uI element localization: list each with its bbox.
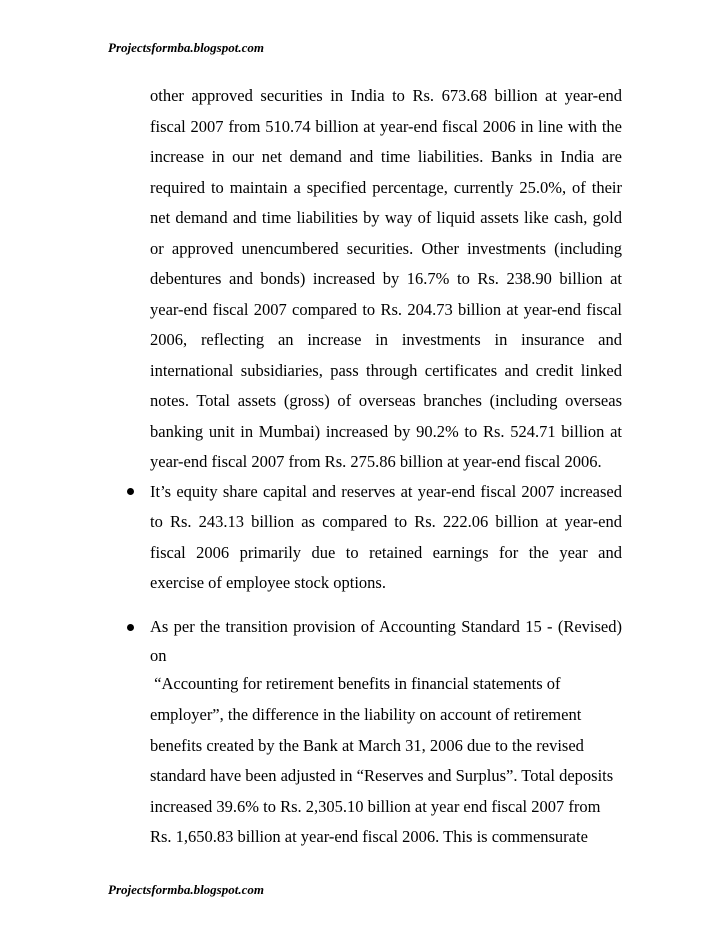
text-line: required to maintain a specified percentage, currently 25.0%, of their: [150, 178, 622, 197]
text-line: banking unit in Mumbai) increased by 90.2% to Rs. 524.71 billion at: [150, 422, 622, 441]
text-line: standard have been adjusted in “Reserves and Surplus”. Total deposits: [150, 766, 614, 785]
text-line: other approved securities in India to Rs. 673.68 billion at year-end: [150, 86, 622, 105]
text-line: notes. Total assets (gross) of overseas branches (including overseas: [150, 391, 622, 410]
bullet-icon: [127, 624, 134, 631]
text-line: fiscal 2007 from 510.74 billion at year-end fiscal 2006 in line with the: [150, 117, 622, 136]
bullet-icon: [127, 488, 134, 495]
text-line: As per the transition provision of Accounting Standard 15 - (Revised): [150, 617, 622, 636]
text-line: It’s equity share capital and reserves at year-end fiscal 2007 increased: [150, 482, 622, 501]
text-line: net demand and time liabilities by way of liquid assets like cash, gold: [150, 208, 622, 227]
page-footer: Projectsformba.blogspot.com: [108, 882, 264, 897]
text-line: Rs. 1,650.83 billion at year-end fiscal 2006. This is commensurate: [150, 827, 588, 846]
text-line: fiscal 2006 primarily due to retained earnings for the year and: [150, 543, 622, 562]
text-line: exercise of employee stock options.: [150, 573, 386, 592]
text-line: international subsidiaries, pass through certificates and credit linked: [150, 361, 622, 380]
text-line: year-end fiscal 2007 compared to Rs. 204.73 billion at year-end fiscal: [150, 300, 622, 319]
text-line: “Accounting for retirement benefits in financial statements of: [150, 674, 561, 693]
text-line: increase in our net demand and time liabilities. Banks in India are: [150, 147, 622, 166]
text-line: debentures and bonds) increased by 16.7% to Rs. 238.90 billion at: [150, 269, 622, 288]
text-line: increased 39.6% to Rs. 2,305.10 billion at year end fiscal 2007 from: [150, 797, 601, 816]
page-header: Projectsformba.blogspot.com: [108, 40, 264, 55]
text-line: on: [150, 646, 167, 665]
text-line: benefits created by the Bank at March 31, 2006 due to the revised: [150, 736, 584, 755]
text-line: 2006, reflecting an increase in investments in insurance and: [150, 330, 622, 349]
text-line: year-end fiscal 2007 from Rs. 275.86 billion at year-end fiscal 2006.: [150, 452, 602, 471]
text-line: or approved unencumbered securities. Other investments (including: [150, 239, 622, 258]
text-line: to Rs. 243.13 billion as compared to Rs. 222.06 billion at year-end: [150, 512, 622, 531]
text-line: employer”, the difference in the liability on account of retirement: [150, 705, 582, 724]
